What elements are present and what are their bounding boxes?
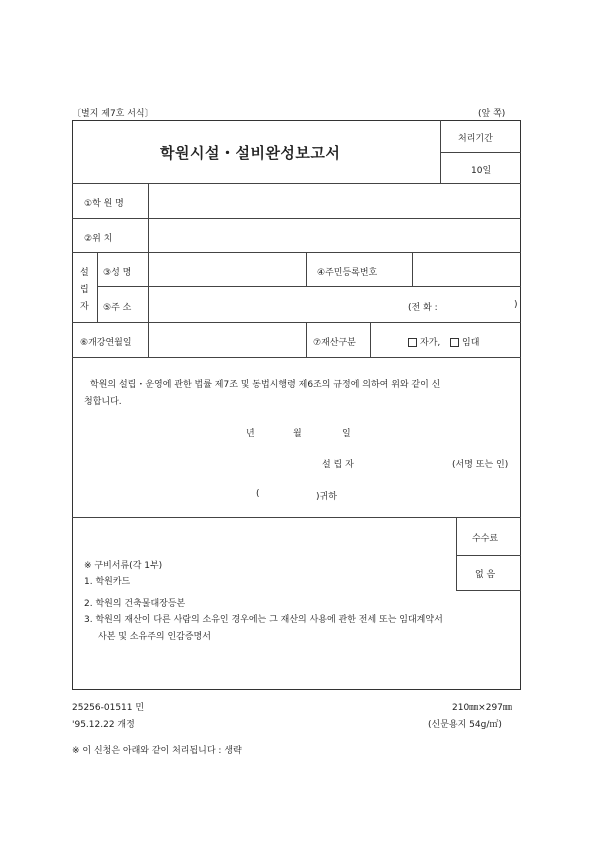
divider: [456, 590, 521, 591]
fee-label: 수수료: [472, 534, 499, 544]
page-side-label: (앞 쪽): [478, 109, 506, 119]
opening-date-label: ⑥개강연월일: [80, 338, 132, 348]
paper-size: 210㎜×297㎜: [452, 703, 512, 713]
signature-hint: (서명 또는 인): [452, 460, 509, 470]
divider: [72, 517, 521, 518]
processing-period-value: 10일: [471, 166, 492, 176]
opening-date-field[interactable]: [149, 323, 305, 356]
divider: [306, 322, 307, 357]
doc-item-3-line-2: 사본 및 소유주의 인감증명서: [98, 632, 211, 642]
founder-sign-label: 설 립 자: [322, 460, 354, 470]
property-option-own[interactable]: [408, 335, 440, 348]
recipient-suffix: )귀하: [316, 492, 337, 502]
statement-line-2: 청합니다.: [84, 397, 122, 407]
date-month: 월: [293, 429, 302, 439]
revision-date: '95.12.22 개정: [72, 720, 135, 730]
location-label: ②위 치: [84, 234, 113, 244]
divider: [440, 152, 521, 153]
rrn-field[interactable]: [413, 253, 520, 285]
name-label: ③성 명: [103, 268, 132, 278]
academy-name-field[interactable]: [149, 184, 520, 217]
doc-item-2: 2. 학원의 건축물대장등본: [84, 599, 186, 609]
doc-item-3-line-1: 3. 학원의 재산이 다른 사람의 소유인 경우에는 그 재산의 사용에 관한 전세 또는 임대계약서: [84, 615, 443, 625]
property-type-label: ⑦재산구분: [313, 338, 356, 348]
divider: [306, 252, 307, 286]
divider: [456, 517, 457, 590]
checkbox-rent[interactable]: [450, 338, 459, 347]
founder-group-label-2: 립: [80, 285, 89, 295]
checkbox-own[interactable]: [408, 338, 417, 347]
form-code: 25256-01511 민: [72, 703, 145, 713]
own-label: 자가,: [420, 338, 441, 348]
date-day: 일: [342, 429, 351, 439]
founder-group-label-1: 설: [80, 268, 89, 278]
name-field[interactable]: [149, 253, 305, 285]
phone-label: (전 화 :: [408, 303, 438, 313]
academy-name-label: ①학 원 명: [84, 199, 124, 209]
fee-value: 없 음: [475, 570, 496, 580]
doc-item-1: 1. 학원카드: [84, 577, 131, 587]
paper-type: (신문용지 54g/㎡): [428, 720, 502, 730]
founder-group-label-3: 자: [80, 302, 89, 312]
statement-line-1: 학원의 설립・운영에 관한 법률 제7조 및 동법시행령 제6조의 규정에 의하여 위와 같이 신: [90, 380, 441, 390]
divider: [97, 252, 98, 322]
phone-field[interactable]: [462, 290, 512, 318]
divider: [72, 357, 521, 358]
recipient-open: (: [256, 489, 260, 499]
rrn-label: ④주민등록번호: [317, 268, 378, 278]
property-option-rent[interactable]: [450, 335, 479, 348]
rent-label: 임대: [462, 338, 480, 348]
phone-close: ): [514, 300, 518, 310]
divider: [440, 120, 441, 183]
form-title: 학원시설・설비완성보고서: [160, 144, 341, 162]
docs-header: ※ 구비서류(각 1부): [84, 561, 163, 571]
date-year: 년: [246, 429, 255, 439]
processing-note: ※ 이 신청은 아래와 같이 처리됩니다 : 생략: [72, 746, 242, 756]
divider: [370, 322, 371, 357]
form-number: 〔별지 제7호 서식〕: [72, 109, 154, 119]
processing-period-label: 처리기간: [458, 134, 493, 144]
address-label: ⑤주 소: [103, 303, 132, 313]
divider: [456, 555, 521, 556]
location-field[interactable]: [149, 219, 520, 251]
recipient-field[interactable]: [264, 484, 314, 500]
address-field[interactable]: [149, 287, 399, 321]
